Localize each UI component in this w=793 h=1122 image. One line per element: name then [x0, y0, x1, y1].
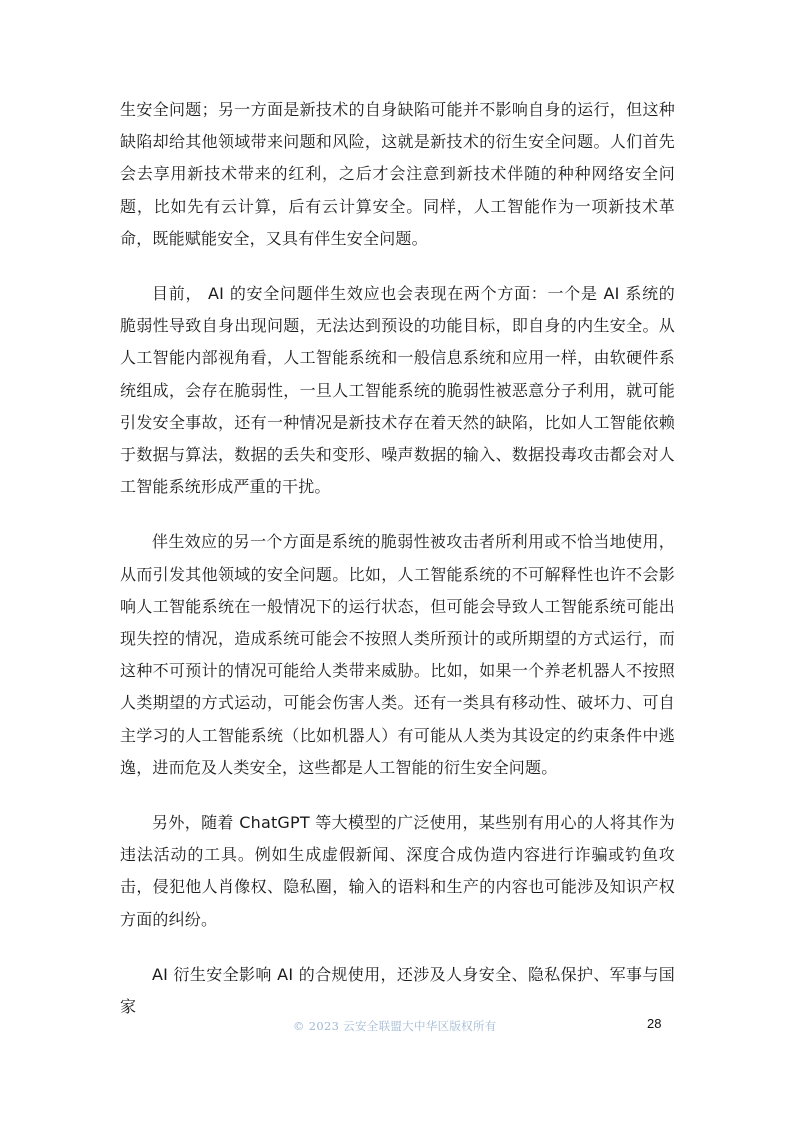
paragraph-1: 生安全问题；另一方面是新技术的自身缺陷可能并不影响自身的运行，但这种缺陷却给其他领域带来问题和风险，这就是新技术的衍生安全问题。人们首先会去享用新技术带来的红利，之后才会注意到新技术伴随的种种网络安全问题，比如先有云计算，后有云计算安全。同样，人工智能作为一项新技术革命，既能赋能安全，又具有伴生安全问题。	[120, 100, 675, 248]
body-text	[120, 94, 675, 1023]
page-number: 28	[647, 1016, 662, 1031]
footer-copyright: © 2023 云安全联盟大中华区版权所有	[293, 1019, 497, 1033]
paragraph-4: 另外，随着 ChatGPT 等大模型的广泛使用，某些别有用心的人将其作为违法活动的工具。例如生成虚假新闻、深度合成伪造内容进行诈骗或钓鱼攻击，侵犯他人肖像权、隐私圈，输入的语料和生产的内容也可能涉及知识产权方面的纠纷。	[120, 813, 675, 929]
paragraph-2: 目前， AI 的安全问题伴生效应也会表现在两个方面：一个是 AI 系统的脆弱性导致自身出现问题，无法达到预设的功能目标，即自身的内生安全。从人工智能内部视角看，人工智能系统和一般信息系统和应用一样，由软硬件系统组成，会存在脆弱性，一旦人工智能系统的脆弱性被恶意分子利用，就可能引发安全事故，还有一种情况是新技术存在着天然的缺陷，比如人工智能依赖于数据与算法，数据的丢失和变形、噪声数据的输入、数据投毒攻击都会对人工智能系统形成严重的干扰。	[120, 284, 675, 497]
paragraph-5: AI 衍生安全影响 AI 的合规使用，还涉及人身安全、隐私保护、军事与国家	[120, 964, 675, 1017]
paragraph-3: 伴生效应的另一个方面是系统的脆弱性被攻击者所利用或不恰当地使用，从而引发其他领域的安全问题。比如，人工智能系统的不可解释性也许不会影响人工智能系统在一般情况下的运行状态，但可能会导致人工智能系统可能出现失控的情况，造成系统可能会不按照人类所预计的或所期望的方式运行，而这种不可预计的情况可能给人类带来威胁。比如，如果一个养老机器人不按照人类期望的方式运动，可能会伤害人类。还有一类具有移动性、破坏力、可自主学习的人工智能系统（比如机器人）有可能从人类为其设定的约束条件中逃逸，进而危及人类安全，这些都是人工智能的衍生安全问题。	[120, 532, 675, 777]
